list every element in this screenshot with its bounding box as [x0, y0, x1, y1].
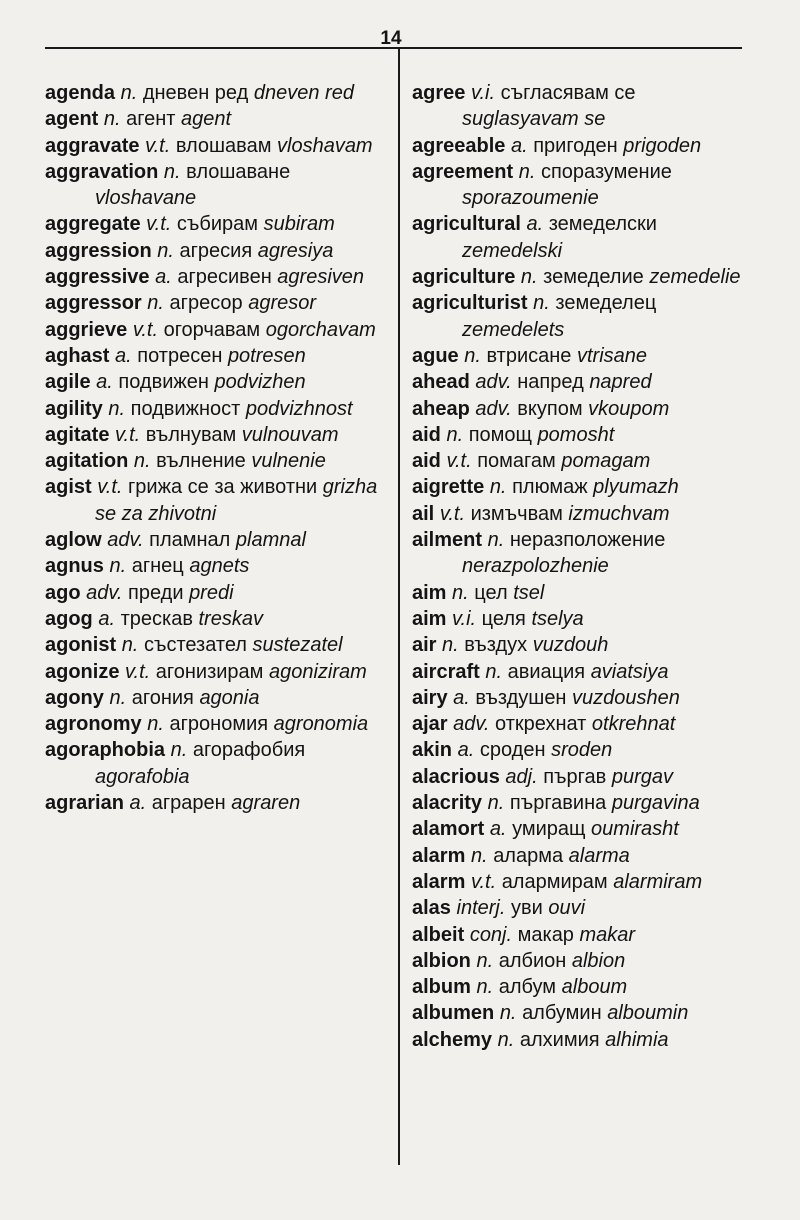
transliteration: aviatsiya [590, 660, 669, 683]
translation: вълнение [156, 450, 246, 473]
part-of-speech: v.t. [97, 476, 123, 499]
dictionary-entry [45, 659, 390, 685]
headword: agonize [45, 660, 120, 683]
translation: цел [474, 581, 508, 604]
dictionary-entry [412, 133, 757, 159]
headword: aggressive [45, 266, 150, 289]
transliteration: nerazpolozhenie [462, 555, 609, 578]
headword: agoraphobia [45, 739, 166, 762]
part-of-speech: adv. [86, 581, 123, 604]
headword: agility [45, 397, 103, 420]
dictionary-entry [412, 685, 757, 711]
transliteration: agoniziram [268, 660, 367, 683]
headword: agricultural [412, 213, 521, 236]
headword: agist [45, 476, 92, 499]
transliteration: agronomia [273, 713, 369, 736]
transliteration: tselya [531, 607, 584, 630]
translation: пъргав [543, 765, 607, 788]
translation: агонизирам [155, 660, 264, 683]
translation: влошаване [186, 160, 291, 183]
headword: aid [412, 423, 441, 446]
translation: втрисане [486, 344, 572, 367]
transliteration: albion [571, 949, 626, 972]
part-of-speech: v.t. [470, 870, 497, 893]
transliteration: agraren [231, 792, 301, 815]
dictionary-entry [45, 606, 390, 632]
part-of-speech: n. [147, 292, 164, 315]
translation: грижа се за животни [128, 476, 318, 499]
dictionary-entry [412, 474, 757, 500]
headword: air [412, 634, 437, 657]
translation: влошавам [175, 134, 272, 157]
translation: пригоден [533, 134, 618, 157]
translation: състезател [143, 634, 247, 657]
translation: албион [498, 949, 567, 972]
headword: alacrious [412, 765, 500, 788]
transliteration: makar [579, 923, 636, 946]
translation: агресия [179, 239, 253, 262]
translation: аларма [493, 844, 564, 867]
transliteration: agresiya [257, 239, 334, 262]
part-of-speech: interj. [456, 897, 506, 920]
translation: пламнал [149, 529, 231, 552]
dictionary-entry [412, 343, 757, 369]
page-number: 14 [380, 28, 402, 49]
transliteration: agonia [199, 686, 260, 709]
transliteration: vkoupom [588, 397, 670, 420]
dictionary-entry [412, 422, 757, 448]
dictionary-entry [45, 264, 390, 290]
translation: помагам [477, 450, 556, 473]
transliteration: purgavina [611, 792, 700, 815]
dictionary-entry [45, 474, 390, 527]
translation: макар [517, 923, 574, 946]
transliteration: agnets [189, 555, 250, 578]
dictionary-entry [412, 922, 757, 948]
part-of-speech: n. [489, 476, 507, 499]
part-of-speech: n. [487, 529, 505, 552]
headword: aim [412, 581, 447, 604]
translation: земеделец [555, 292, 657, 315]
headword: aggrieve [45, 318, 128, 341]
header-rule [45, 47, 742, 49]
transliteration: vtrisane [577, 344, 648, 367]
transliteration: sroden [551, 739, 613, 762]
transliteration: predi [189, 581, 234, 604]
translation: открехнат [495, 713, 587, 736]
transliteration: podvizhen [214, 371, 306, 394]
dictionary-entry [412, 816, 757, 842]
headword: alarm [412, 844, 466, 867]
dictionary-entry [412, 659, 757, 685]
headword: aghast [45, 344, 110, 367]
headword: aigrette [412, 476, 485, 499]
transliteration: alarma [568, 844, 630, 867]
dictionary-entry [45, 685, 390, 711]
headword: aid [412, 450, 441, 473]
part-of-speech: a. [510, 134, 528, 157]
transliteration: alboumin [607, 1002, 689, 1025]
translation: събирам [176, 213, 259, 236]
dictionary-entry [45, 369, 390, 395]
part-of-speech: n. [470, 844, 488, 867]
translation: алармирам [501, 870, 608, 893]
transliteration: oumirasht [591, 818, 679, 841]
headword: aggression [45, 239, 152, 262]
part-of-speech: n. [170, 739, 188, 762]
transliteration: vuzdouh [532, 634, 609, 657]
headword: airy [412, 686, 448, 709]
part-of-speech: conj. [469, 923, 513, 946]
dictionary-entry [412, 448, 757, 474]
part-of-speech: a. [526, 213, 544, 236]
translation: сроден [479, 739, 546, 762]
part-of-speech: v.t. [439, 502, 465, 525]
part-of-speech: adv. [107, 529, 144, 552]
transliteration: pomosht [537, 423, 615, 446]
dictionary-entry [412, 843, 757, 869]
dictionary-entry [45, 211, 390, 237]
part-of-speech: a. [453, 686, 470, 709]
dictionary-entry [412, 527, 757, 580]
translation: аграрен [151, 792, 226, 815]
headword: ajar [412, 713, 448, 736]
headword: alchemy [412, 1028, 493, 1051]
headword: ague [412, 344, 459, 367]
part-of-speech: v.t. [125, 660, 151, 683]
headword: agree [412, 82, 466, 104]
headword: aggregate [45, 213, 141, 236]
translation: вълнувам [145, 423, 237, 446]
part-of-speech: a. [155, 266, 172, 289]
translation: неразположение [509, 529, 666, 552]
transliteration: agent [181, 108, 232, 131]
transliteration: tsel [513, 581, 545, 604]
transliteration: prigoden [623, 134, 702, 157]
part-of-speech: a. [489, 818, 507, 841]
part-of-speech: n. [464, 344, 481, 367]
dictionary-entry [45, 317, 390, 343]
translation: плюмаж [512, 476, 588, 499]
transliteration: purgav [611, 765, 673, 788]
part-of-speech: n. [487, 792, 505, 815]
transliteration: zemedelski [462, 239, 563, 262]
dictionary-entry [412, 790, 757, 816]
dictionary-entry [45, 238, 390, 264]
translation: агнец [131, 555, 184, 578]
headword: alas [412, 897, 451, 920]
translation: авиация [507, 660, 586, 683]
headword: aggravate [45, 134, 140, 157]
headword: albion [412, 949, 471, 972]
part-of-speech: n. [109, 686, 127, 709]
part-of-speech: n. [109, 555, 127, 578]
dictionary-entry [412, 211, 757, 264]
part-of-speech: a. [96, 371, 113, 394]
left-column [45, 80, 390, 816]
part-of-speech: n. [133, 450, 151, 473]
transliteration: zemedelets [462, 318, 565, 341]
transliteration: ogorchavam [265, 318, 376, 341]
headword: agog [45, 607, 93, 630]
translation: напред [517, 371, 584, 394]
part-of-speech: n. [497, 1028, 515, 1051]
translation: преди [128, 581, 184, 604]
part-of-speech: v.t. [132, 318, 159, 341]
dictionary-entry [412, 711, 757, 737]
dictionary-entry [412, 264, 757, 290]
part-of-speech: a. [98, 607, 116, 630]
transliteration: agresiven [277, 266, 365, 289]
part-of-speech: n. [476, 976, 494, 999]
part-of-speech: adj. [505, 765, 538, 788]
part-of-speech: v.t. [145, 134, 171, 157]
translation: подвижност [130, 397, 241, 420]
translation: агресивен [177, 266, 272, 289]
translation: пъргавина [509, 792, 607, 815]
dictionary-entry [45, 133, 390, 159]
dictionary-entry [45, 422, 390, 448]
headword: agenda [45, 82, 116, 104]
dictionary-entry [45, 790, 390, 816]
transliteration: potresen [227, 344, 306, 367]
transliteration: dneven red [253, 82, 354, 104]
transliteration: subiram [263, 213, 335, 236]
translation: измъчвам [470, 502, 563, 525]
transliteration: sustezatel [252, 634, 343, 657]
part-of-speech: v.i. [470, 82, 496, 104]
translation: агония [131, 686, 194, 709]
translation: албум [498, 976, 557, 999]
headword: alamort [412, 818, 485, 841]
dictionary-entry [412, 1000, 757, 1026]
part-of-speech: n. [533, 292, 550, 315]
transliteration: plyumazh [593, 476, 679, 499]
transliteration: vulnenie [251, 450, 326, 473]
dictionary-entry [412, 159, 757, 212]
dictionary-entry [412, 501, 757, 527]
headword: agreeable [412, 134, 506, 157]
dictionary-entry [45, 527, 390, 553]
dictionary-entry [412, 80, 757, 133]
translation: вкупом [517, 397, 583, 420]
dictionary-entry [45, 632, 390, 658]
dictionary-entry [45, 396, 390, 422]
dictionary-entry [45, 737, 390, 790]
dictionary-entry [412, 396, 757, 422]
headword: alarm [412, 870, 466, 893]
translation: умиращ [512, 818, 586, 841]
transliteration: otkrehnat [591, 713, 676, 736]
headword: alacrity [412, 792, 483, 815]
transliteration: napred [589, 371, 652, 394]
headword: agony [45, 686, 104, 709]
transliteration: grizha se za zhivotni [95, 476, 378, 525]
translation: съгласявам се [500, 82, 636, 104]
part-of-speech: n. [103, 108, 121, 131]
headword: aggressor [45, 292, 142, 315]
part-of-speech: n. [452, 581, 469, 604]
translation: алхимия [519, 1028, 600, 1051]
transliteration: zemedelie [649, 266, 741, 289]
transliteration: pomagam [561, 450, 651, 473]
dictionary-entry [45, 290, 390, 316]
translation: въздух [464, 634, 528, 657]
transliteration: ouvi [548, 897, 586, 920]
translation: помощ [468, 423, 532, 446]
dictionary-entry [412, 606, 757, 632]
dictionary-entry [412, 948, 757, 974]
translation: агресор [169, 292, 243, 315]
dictionary-entry [45, 343, 390, 369]
translation: албумин [522, 1002, 602, 1025]
transliteration: izmuchvam [568, 502, 670, 525]
headword: agitate [45, 423, 110, 446]
translation: земеделски [548, 213, 657, 236]
headword: ago [45, 581, 81, 604]
dictionary-entry [412, 369, 757, 395]
translation: трескав [120, 607, 193, 630]
transliteration: sporazoumenie [462, 187, 599, 210]
part-of-speech: adv. [475, 371, 512, 394]
headword: albumen [412, 1002, 495, 1025]
transliteration: suglasyavam se [462, 108, 606, 131]
translation: земеделие [543, 266, 644, 289]
translation: дневен ред [142, 82, 249, 104]
dictionary-entry [412, 737, 757, 763]
headword: agitation [45, 450, 129, 473]
translation: уви [510, 897, 543, 920]
part-of-speech: n. [520, 266, 538, 289]
transliteration: agresor [248, 292, 317, 315]
headword: ail [412, 502, 435, 525]
dictionary-entry [412, 290, 757, 343]
transliteration: alboum [561, 976, 628, 999]
translation: огорчавам [163, 318, 261, 341]
part-of-speech: v.t. [446, 450, 472, 473]
part-of-speech: v.t. [115, 423, 141, 446]
headword: agriculturist [412, 292, 528, 315]
dictionary-entry [412, 580, 757, 606]
dictionary-entry [412, 632, 757, 658]
transliteration: vloshavam [277, 134, 373, 157]
transliteration: treskav [198, 607, 263, 630]
dictionary-entry [412, 1027, 757, 1053]
part-of-speech: n. [108, 397, 126, 420]
transliteration: agorafobia [95, 765, 190, 788]
part-of-speech: a. [457, 739, 475, 762]
column-divider [398, 47, 400, 1165]
translation: агорафобия [192, 739, 306, 762]
dictionary-entry [412, 764, 757, 790]
headword: ailment [412, 529, 483, 552]
dictionary-entry [45, 711, 390, 737]
transliteration: vloshavane [95, 187, 197, 210]
translation: агрономия [169, 713, 269, 736]
headword: agrarian [45, 792, 124, 815]
part-of-speech: n. [157, 239, 174, 262]
headword: akin [412, 739, 453, 762]
transliteration: plamnal [235, 529, 306, 552]
headword: albeit [412, 923, 465, 946]
headword: agriculture [412, 266, 516, 289]
dictionary-entry [45, 159, 390, 212]
transliteration: podvizhnost [245, 397, 353, 420]
dictionary-entry [45, 80, 390, 106]
headword: album [412, 976, 471, 999]
part-of-speech: n. [446, 423, 464, 446]
dictionary-entry [45, 106, 390, 132]
dictionary-entry [45, 553, 390, 579]
headword: aircraft [412, 660, 480, 683]
headword: agreement [412, 160, 514, 183]
dictionary-entry [45, 448, 390, 474]
part-of-speech: n. [476, 949, 494, 972]
part-of-speech: n. [163, 160, 181, 183]
part-of-speech: n. [147, 713, 164, 736]
part-of-speech: n. [499, 1002, 517, 1025]
part-of-speech: n. [518, 160, 536, 183]
dictionary-entry [412, 974, 757, 1000]
headword: agronomy [45, 713, 142, 736]
part-of-speech: n. [485, 660, 503, 683]
headword: agnus [45, 555, 104, 578]
part-of-speech: v.t. [146, 213, 172, 236]
translation: подвижен [118, 371, 209, 394]
headword: aglow [45, 529, 102, 552]
transliteration: alhimia [605, 1028, 669, 1051]
headword: agonist [45, 634, 117, 657]
dictionary-entry [45, 580, 390, 606]
part-of-speech: adv. [453, 713, 490, 736]
translation: въздушен [475, 686, 567, 709]
headword: agent [45, 108, 99, 131]
part-of-speech: n. [121, 634, 139, 657]
headword: ahead [412, 371, 470, 394]
headword: aggravation [45, 160, 159, 183]
headword: agile [45, 371, 91, 394]
translation: агент [126, 108, 176, 131]
part-of-speech: a. [129, 792, 147, 815]
part-of-speech: n. [120, 82, 138, 104]
right-column [412, 80, 757, 1053]
translation: споразумение [540, 160, 672, 183]
part-of-speech: a. [115, 344, 132, 367]
transliteration: vuzdoushen [572, 686, 680, 709]
part-of-speech: n. [442, 634, 459, 657]
translation: целя [481, 607, 526, 630]
part-of-speech: adv. [475, 397, 512, 420]
translation: потресен [137, 344, 223, 367]
transliteration: alarmiram [613, 870, 703, 893]
transliteration: vulnouvam [241, 423, 339, 446]
headword: aheap [412, 397, 470, 420]
dictionary-entry [412, 869, 757, 895]
part-of-speech: v.i. [452, 607, 477, 630]
dictionary-entry [412, 895, 757, 921]
headword: aim [412, 607, 447, 630]
